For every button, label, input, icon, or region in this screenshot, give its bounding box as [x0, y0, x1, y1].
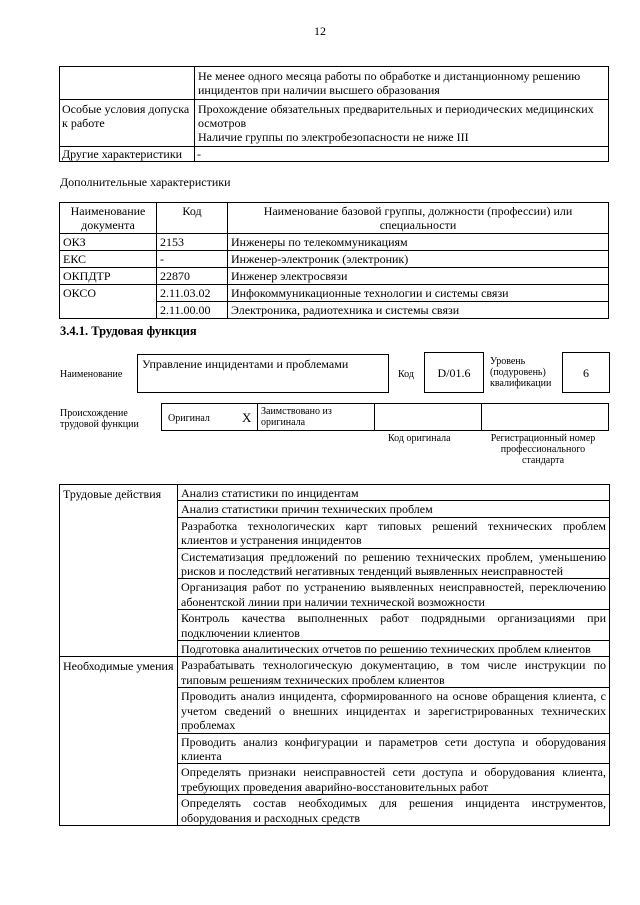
skill-item: Проводить анализ конфигурации и параметров сети доступа и оборудования клиента: [178, 733, 610, 764]
divider: [481, 404, 482, 430]
function-name-box: [137, 354, 389, 393]
duty-item: Контроль качества выполненных работ подрядными организациями при подключении клиентов: [178, 610, 610, 641]
code-original-label: Код оригинала: [388, 433, 451, 444]
table-cell: ЕКС: [60, 251, 157, 268]
original-label: Оригинал: [168, 413, 210, 424]
table-cell: Инженер-электроник (электроник): [228, 251, 609, 268]
column-header: Наименование базовой группы, должности (профессии) или специальности: [228, 203, 609, 234]
table-cell: 2.11.03.02: [157, 285, 228, 302]
table-cell: Инженер электросвязи: [228, 268, 609, 285]
value-line: Прохождение обязательных предварительных и периодических медицинских осмотров: [198, 102, 594, 130]
table-row: [60, 285, 609, 302]
origin-row: [161, 403, 609, 431]
duty-item: Систематизация предложений по решению технических проблем, уменьшению рисков и последствий негативных тенденций выявленных неисправностей: [178, 548, 610, 579]
column-header: Наименование документа: [60, 203, 157, 234]
table-cell: Инфокоммуникационные технологии и системы связи: [228, 285, 609, 302]
duty-item: Организация работ по устранению выявленных неисправностей, переключению абонентской линии при наличии технической возможности: [178, 579, 610, 610]
function-name: Управление инцидентами и проблемами: [142, 357, 349, 371]
row-value: [195, 100, 609, 147]
duty-item: Подготовка аналитических отчетов по решению технических проблем клиентов: [178, 641, 610, 657]
skill-item: Разрабатывать технологическую документацию, в том числе инструкции по типовым решениям технических проблем клиентов: [178, 657, 610, 688]
origin-label: Происхождение трудовой функции: [60, 408, 139, 430]
level-value: 6: [583, 366, 589, 380]
table-cell: Инженеры по телекоммуникациям: [228, 234, 609, 251]
table-row: [60, 657, 610, 688]
table-row: [60, 147, 609, 162]
table-cell: ОКСО: [60, 285, 157, 302]
table-cell: 22870: [157, 268, 228, 285]
skill-item: Определять состав необходимых для решения инцидента инструментов, оборудования и расходных средств: [178, 795, 610, 826]
table-row: [60, 485, 610, 501]
skill-item: Определять признаки неисправностей сети доступа и оборудования клиента, требующих проведения аварийно-восстановительных работ: [178, 764, 610, 795]
original-mark: X: [242, 410, 252, 425]
additional-characteristics-table: [59, 202, 609, 319]
table-row: [60, 100, 609, 147]
duty-item: Разработка технологических карт типовых решений технических проблем клиентов и устранения инцидентов: [178, 517, 610, 548]
value-line: Наличие группы по электробезопасности не ниже III: [198, 130, 469, 144]
table-row: [60, 234, 609, 251]
section-title: 3.4.1. Трудовая функция: [60, 324, 197, 338]
qualification-requirements-table: [59, 66, 609, 162]
table-cell: ОКЗ: [60, 234, 157, 251]
code-label: Код: [398, 369, 414, 380]
table-cell: 2.11.00.00: [157, 302, 228, 319]
table-row: [60, 302, 609, 319]
labor-actions-table: [59, 484, 610, 826]
skill-item: Проводить анализ инцидента, сформированного на основе обращения клиента, с учетом сведений о внешних инцидентах и зарегистрированных технических проблемах: [178, 688, 610, 733]
table-header-row: [60, 203, 609, 234]
level-box: [562, 352, 610, 393]
divider: [374, 404, 375, 430]
borrowed-label: Заимствовано из оригинала: [261, 406, 332, 428]
table-cell: [60, 302, 157, 319]
level-label: Уровень (подуровень) квалификации: [490, 356, 552, 389]
column-header: Код: [157, 203, 228, 234]
name-label: Наименование: [60, 369, 123, 380]
table-row: [60, 268, 609, 285]
table-cell: Электроника, радиотехника и системы связи: [228, 302, 609, 319]
row-label: Особые условия допуска к работе: [60, 100, 195, 147]
table-row: [60, 67, 609, 100]
table-cell: ОКПДТР: [60, 268, 157, 285]
row-label: Другие характеристики: [60, 147, 195, 162]
table-row: [60, 251, 609, 268]
additional-characteristics-title: Дополнительные характеристики: [60, 175, 231, 189]
page-number: 12: [314, 24, 326, 38]
reg-number-label: Регистрационный номер профессионального стандарта: [490, 433, 596, 466]
table-cell: 2153: [157, 234, 228, 251]
duty-item: Анализ статистики по инцидентам: [178, 485, 610, 501]
table-cell: -: [157, 251, 228, 268]
row-label: [60, 67, 195, 100]
row-value: -: [195, 147, 609, 162]
row-value: Не менее одного месяца работы по обработке и дистанционному решению инцидентов при наличии высшего образования: [195, 67, 609, 100]
duty-item: Анализ статистики причин технических проблем: [178, 501, 610, 517]
duties-label: Трудовые действия: [60, 485, 178, 657]
function-code-box: [424, 352, 484, 393]
skills-label: Необходимые умения: [60, 657, 178, 825]
divider: [257, 404, 258, 430]
function-code: D/01.6: [437, 366, 471, 380]
